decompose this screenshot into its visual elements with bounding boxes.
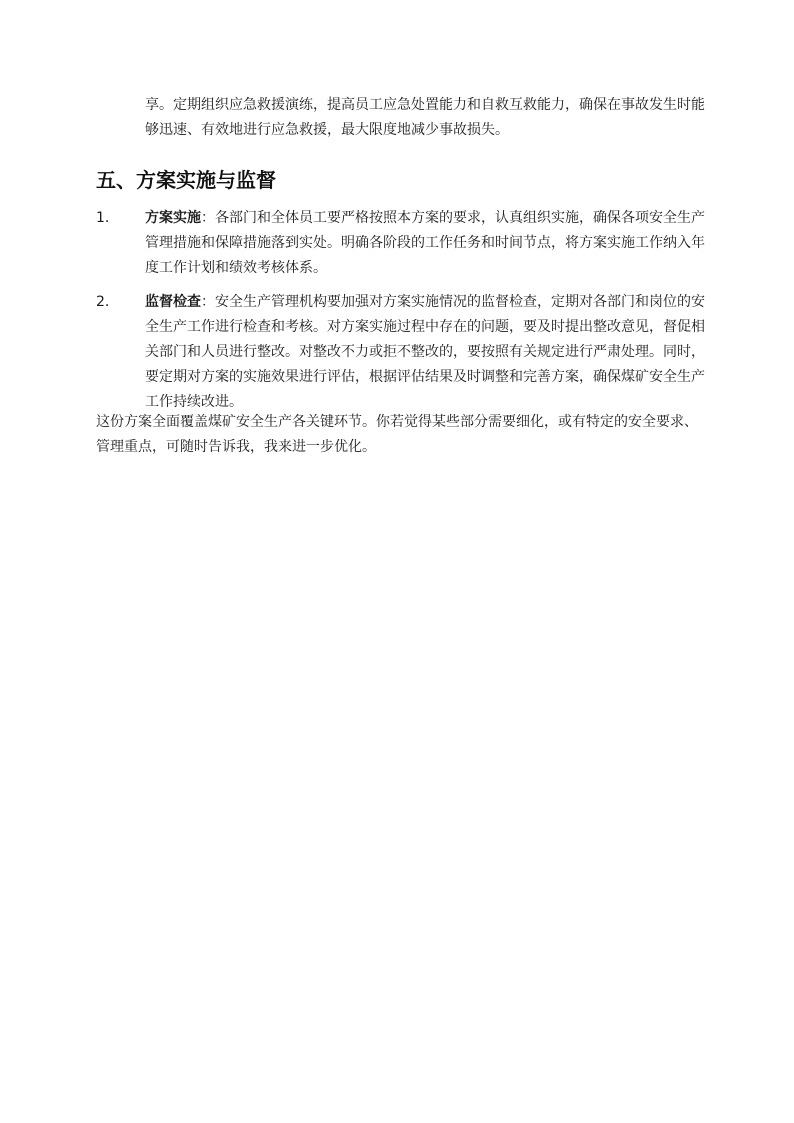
- closing-paragraph: 这份方案全面覆盖煤矿安全生产各关键环节。你若觉得某些部分需要细化，或有特定的安全要求、管理重点，可随时告诉我，我来进一步优化。: [96, 414, 698, 455]
- list-item-term: 方案实施: [145, 210, 201, 226]
- list-item-text: 安全生产管理机构要加强对方案实施情况的监督检查，定期对各部门和岗位的安全生产工作进行检查和考核。对方案实施过程中存在的问题，要及时提出整改意见，督促相关部门和人员进行整改。对整改不力或拒不整改的，要按照有关规定进行严肃处理。同时，要定期对方案的实施效果进行评估，根据评估结果及时调整和完善方案，确保煤矿安全生产工作持续改进。: [145, 294, 705, 410]
- numbered-list: [96, 206, 706, 424]
- section-heading: 五、方案实施与监督: [96, 168, 276, 192]
- list-item-term: 监督检查: [145, 294, 201, 310]
- list-item-colon: ：: [201, 210, 215, 226]
- continuation-paragraph: 享。定期组织应急救援演练，提高员工应急处置能力和自救互救能力，确保在事故发生时能够迅速、有效地进行应急救援，最大限度地减少事故损失。: [145, 97, 705, 138]
- list-item-body: [145, 290, 706, 415]
- list-item-number: 1.: [96, 210, 110, 226]
- list-item: [96, 290, 706, 415]
- list-item-body: [145, 206, 706, 281]
- list-item: [96, 206, 706, 281]
- list-item-text: 各部门和全体员工要严格按照本方案的要求，认真组织实施，确保各项安全生产管理措施和保障措施落到实处。明确各阶段的工作任务和时间节点，将方案实施工作纳入年度工作计划和绩效考核体系。: [145, 210, 705, 276]
- list-item-number: 2.: [96, 294, 110, 310]
- list-item-colon: ：: [201, 294, 215, 310]
